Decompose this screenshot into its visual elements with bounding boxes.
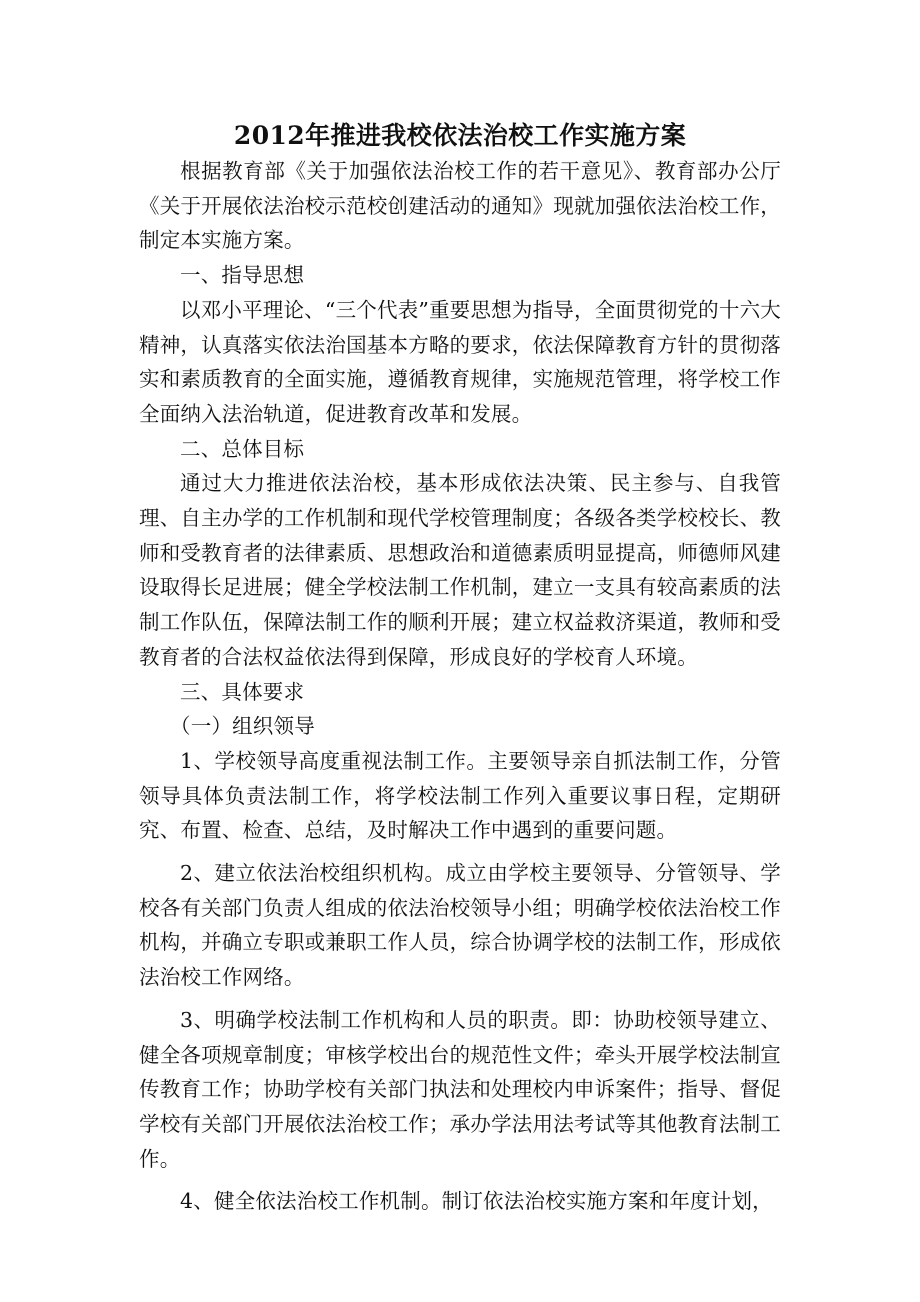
section-heading-overall-goals: 二、总体目标 [180,436,305,461]
section-heading-specific-requirements: 三、具体要求 [180,679,305,704]
requirement-item-3: 3、明确学校法制工作机构和人员的职责。即：协助校领导建立、健全各项规章制度；审核学校出台的规范性文件；牵头开展学校法制宣传教育工作；协助学校有关部门执法和处理校内申诉案件；指导、督促学校有关部门开展依法治校工作；承办学法用法考试等其他教育法制工作。 [139,1007,781,1171]
requirement-item-2: 2、建立依法治校组织机构。成立由学校主要领导、分管领导、学校各有关部门负责人组成的依法治校领导小组；明确学校依法治校工作机构，并确立专职或兼职工作人员，综合协调学校的法制工作，形成依法治校工作网络。 [139,861,781,990]
document-title: 2012年推进我校依法治校工作实施方案 [233,121,687,150]
document-body [139,120,781,1219]
guiding-ideology-paragraph: 以邓小平理论、“三个代表”重要思想为指导，全面贯彻党的十六大精神，认真落实依法治国基本方略的要求，依法保障教育方针的贯彻落实和素质教育的全面实施，遵循教育规律，实施规范管理，将学校工作全面纳入法治轨道，促进教育改革和发展。 [139,297,781,426]
requirement-item-1: 1、学校领导高度重视法制工作。主要领导亲自抓法制工作，分管领导具体负责法制工作，将学校法制工作列入重要议事日程，定期研究、布置、检查、总结，及时解决工作中遇到的重要问题。 [139,748,781,843]
overall-goals-paragraph: 通过大力推进依法治校，基本形成依法决策、民主参与、自我管理、自主办学的工作机制和现代学校管理制度；各级各类学校校长、教师和受教育者的法律素质、思想政治和道德素质明显提高，师德师风建设取得长足进展；健全学校法制工作机制，建立一支具有较高素质的法制工作队伍，保障法制工作的顺利开展；建立权益救济渠道，教师和受教育者的合法权益依法得到保障，形成良好的学校育人环境。 [139,471,781,669]
requirement-item-4: 4、健全依法治校工作机制。制订依法治校实施方案和年度计划， [180,1189,773,1214]
intro-paragraph: 根据教育部《关于加强依法治校工作的若干意见》、教育部办公厅《关于开展依法治校示范校创建活动的通知》现就加强依法治校工作，制定本实施方案。 [139,159,781,253]
subsection-heading-organization-leadership: （一）组织领导 [170,714,315,739]
section-heading-guiding-ideology: 一、指导思想 [180,263,305,288]
